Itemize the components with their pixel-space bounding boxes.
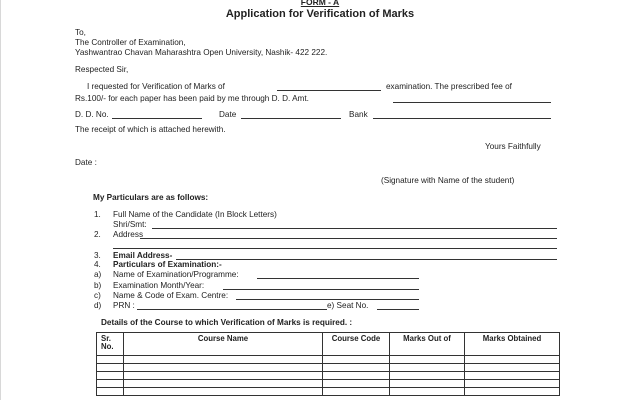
item1-number: 1. [94, 210, 101, 219]
table-header-row [97, 333, 560, 356]
table-row[interactable] [97, 364, 560, 372]
col-header-course-code: Course Code [323, 333, 390, 356]
prn-field[interactable] [137, 309, 327, 310]
shri-smt-label: Shri/Smt: [113, 220, 147, 229]
bank-field[interactable] [373, 118, 551, 119]
full-name-field[interactable] [152, 228, 557, 229]
table-row[interactable] [97, 372, 560, 380]
dd-date-field[interactable] [241, 118, 341, 119]
item4-number: 4. [94, 260, 101, 269]
paragraph-line1-start: I requested for Verification of Marks of [87, 82, 225, 91]
address-line2: Yashwantrao Chavan Maharashtra Open University, Nashik- 422 222. [75, 48, 328, 57]
col-header-marks-out-of: Marks Out of [390, 333, 465, 356]
item-b-letter: b) [94, 281, 102, 290]
exam-centre-field[interactable] [236, 299, 419, 300]
dd-no-label: D. D. No. [75, 110, 109, 119]
item-c-letter: c) [94, 291, 101, 300]
date-label: Date : [75, 158, 97, 167]
exam-centre-label: Name & Code of Exam. Centre: [113, 291, 229, 300]
seat-no-label: e) Seat No. [327, 301, 369, 310]
course-table [96, 332, 560, 396]
col-header-course-name: Course Name [124, 333, 323, 356]
full-name-label: Full Name of the Candidate (In Block Letters) [113, 210, 277, 219]
programme-label: Name of Examination/Programme: [113, 270, 239, 279]
table-row[interactable] [97, 380, 560, 388]
email-label: Email Address- [113, 251, 173, 260]
email-field[interactable] [176, 259, 557, 260]
item-a-letter: a) [94, 270, 102, 279]
receipt-text: The receipt of which is attached herewith. [75, 125, 226, 134]
exam-particulars-label: Particulars of Examination:- [113, 260, 222, 269]
exam-name-field[interactable] [277, 90, 381, 91]
table-row[interactable] [97, 356, 560, 364]
dd-no-field[interactable] [112, 118, 202, 119]
address-to: To, [75, 28, 86, 37]
seat-no-field[interactable] [377, 309, 419, 310]
item2-number: 2. [94, 230, 101, 239]
prn-label: PRN : [113, 301, 135, 310]
course-table-heading: Details of the Course to which Verification of Marks is required. : [101, 318, 353, 327]
address-field-line1[interactable] [140, 238, 557, 239]
address-line1: The Controller of Examination, [75, 38, 186, 47]
dd-amount-field[interactable] [393, 102, 551, 103]
salutation: Respected Sir, [75, 65, 129, 74]
particulars-heading: My Particulars are as follows: [93, 193, 209, 202]
exam-month-field[interactable] [223, 289, 419, 290]
paragraph-line2: Rs.100/- for each paper has been paid by me through D. D. Amt. [75, 94, 309, 103]
col-header-sr-no: Sr. No. [97, 333, 124, 356]
yours-faithfully: Yours Faithfully [485, 142, 541, 151]
item3-number: 3. [94, 251, 101, 260]
col-header-marks-obtained: Marks Obtained [465, 333, 560, 356]
signature-caption: (Signature with Name of the student) [381, 176, 515, 185]
programme-field[interactable] [257, 278, 419, 279]
table-row[interactable] [97, 388, 560, 396]
address-field-line2[interactable] [113, 248, 557, 249]
item-d-letter: d) [94, 301, 102, 310]
address-label: Address [113, 230, 144, 239]
paragraph-line1-end: examination. The prescribed fee of [386, 82, 512, 91]
form-label: FORM - A [300, 0, 340, 7]
bank-label: Bank [349, 110, 368, 119]
exam-month-label: Examination Month/Year: [113, 281, 205, 290]
dd-date-label: Date [219, 110, 237, 119]
page-title: Application for Verification of Marks [225, 8, 415, 20]
